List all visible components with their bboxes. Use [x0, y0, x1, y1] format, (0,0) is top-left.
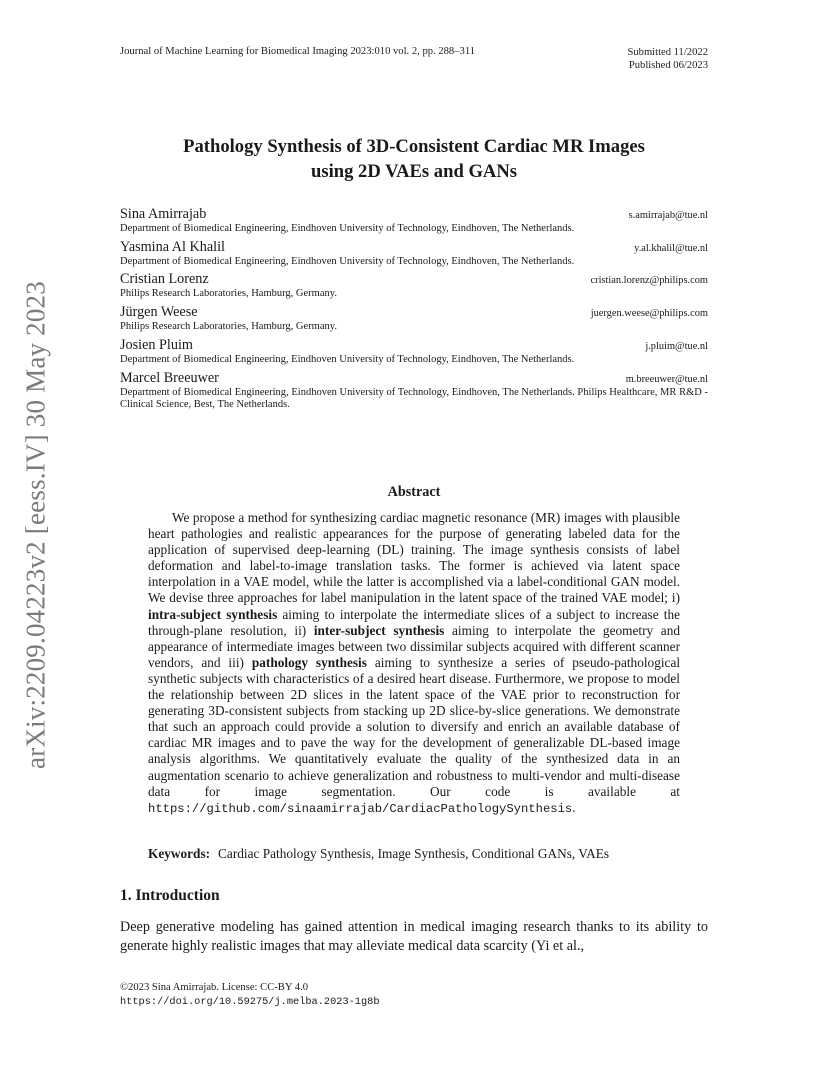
keywords-text: Cardiac Pathology Synthesis, Image Synthesis, Conditional GANs, VAEs — [218, 846, 610, 861]
author-name: Marcel Breeuwer — [120, 369, 219, 386]
submission-dates — [627, 46, 708, 72]
introduction-text: Deep generative modeling has gained attention in medical imaging research thanks to its ability to generate highly realistic images that may alleviate medical data scarcity (Yi et al., — [120, 919, 708, 954]
paper-title — [110, 134, 718, 184]
author-entry — [120, 239, 708, 269]
author-affiliation: Philips Research Laboratories, Hamburg, Germany. — [120, 321, 337, 333]
abstract-text: . — [572, 799, 576, 815]
submitted-date: Submitted 11/2022 — [627, 47, 708, 58]
author-email[interactable]: y.al.khalil@tue.nl — [634, 242, 708, 254]
code-repository-link[interactable]: https://github.com/sinaamirrajab/CardiacPathologySynthesis — [148, 801, 573, 816]
published-date: Published 06/2023 — [628, 60, 708, 71]
abstract-bold-term: pathology synthesis — [251, 654, 367, 670]
abstract-body — [148, 510, 680, 817]
author-name: Sina Amirrajab — [120, 206, 207, 222]
author-affiliation: Department of Biomedical Engineering, Eindhoven University of Technology, Eindhoven, The Netherlands. — [120, 255, 575, 267]
author-affiliation: Philips Research Laboratories, Hamburg, Germany. — [120, 288, 337, 300]
author-name: Josien Pluim — [120, 336, 193, 353]
keywords — [148, 846, 688, 862]
abstract-text: aiming to interpolate the intermediate slices of a subject to increase the through-plane resolution, ii) — [148, 606, 681, 638]
author-entry — [120, 337, 708, 367]
abstract-heading: Abstract — [387, 484, 441, 500]
author-entry — [120, 304, 708, 334]
author-name: Jürgen Weese — [120, 304, 198, 321]
abstract-bold-term: inter-subject synthesis — [313, 622, 445, 638]
author-email[interactable]: juergen.weese@philips.com — [590, 308, 708, 320]
author-entry — [120, 206, 708, 236]
keywords-label: Keywords: — [148, 846, 211, 861]
author-entry — [120, 370, 708, 412]
author-email[interactable]: j.pluim@tue.nl — [645, 340, 708, 352]
author-affiliation: Department of Biomedical Engineering, Eindhoven University of Technology, Eindhoven, The Netherlands. — [120, 353, 575, 365]
abstract-text: aiming to interpolate the geometry and appearance of intermediate images between two dissimilar subjects acquired with different scanner vendors, and iii) — [148, 622, 680, 670]
abstract-bold-term: intra-subject synthesis — [148, 606, 278, 622]
arxiv-identifier-stamp: arXiv:2209.04223v2 [eess.IV] 30 May 2023 — [20, 281, 51, 769]
author-email[interactable]: m.breeuwer@tue.nl — [625, 373, 708, 385]
journal-header: Journal of Machine Learning for Biomedical Imaging 2023:010 vol. 2, pp. 288–311 — [120, 46, 476, 57]
section-heading: 1. Introduction — [120, 887, 220, 904]
author-name: Cristian Lorenz — [120, 271, 209, 288]
footer — [120, 981, 380, 1009]
doi-link[interactable]: https://doi.org/10.59275/j.melba.2023-1g8b — [120, 996, 380, 1008]
author-entry — [120, 271, 708, 301]
author-list — [120, 206, 708, 415]
author-name: Yasmina Al Khalil — [120, 238, 225, 255]
title-line-1: Pathology Synthesis of 3D-Consistent Cardiac MR Images — [183, 136, 645, 157]
abstract-text: aiming to synthesize a series of pseudo-pathological synthetic subjects with characteristics of a desired heart disease. Furthermore, we propose to model the relationship between 2D slices in the latent space of the VAE prior to reconstruction for generating 3D-consistent subjects from stacking up 2D slice-by-slice generations. We demonstrate that such an approach could provide a solution to diversify and enrich an available database of cardiac MR images and to pave the way for the development of generalizable DL-based image analysis algorithms. We quantitatively evaluate the quality of the synthesized data in an augmentation scenario to achieve generalization and robustness to multi-vendor and multi-disease data for image segmentation. Our code is available at — [148, 654, 681, 799]
author-email[interactable]: s.amirrajab@tue.nl — [628, 210, 708, 221]
author-affiliation: Department of Biomedical Engineering, Eindhoven University of Technology, Eindhoven, The Netherlands. Philips Healthcare, MR R&D - Clinical Science, Best, The Netherlands. — [120, 386, 708, 411]
author-affiliation: Department of Biomedical Engineering, Eindhoven University of Technology, Eindhoven, The Netherlands. — [120, 223, 575, 234]
abstract-text: We propose a method for synthesizing cardiac magnetic resonance (MR) images with plausible heart pathologies and realistic appearances for the purpose of generating labeled data for the application of supervised deep-learning (DL) training. The image synthesis consists of label deformation and label-to-image translation tasks. The former is achieved via latent space interpolation in a VAE model, while the latter is accomplished via a label-conditional GAN model. We devise three approaches for label manipulation in the latent space of the trained VAE model; i) — [148, 510, 680, 606]
author-email[interactable]: cristian.lorenz@philips.com — [590, 275, 708, 287]
license-notice: ©2023 Sina Amirrajab. License: CC-BY 4.0 — [120, 982, 309, 993]
title-line-2: using 2D VAEs and GANs — [311, 161, 517, 182]
